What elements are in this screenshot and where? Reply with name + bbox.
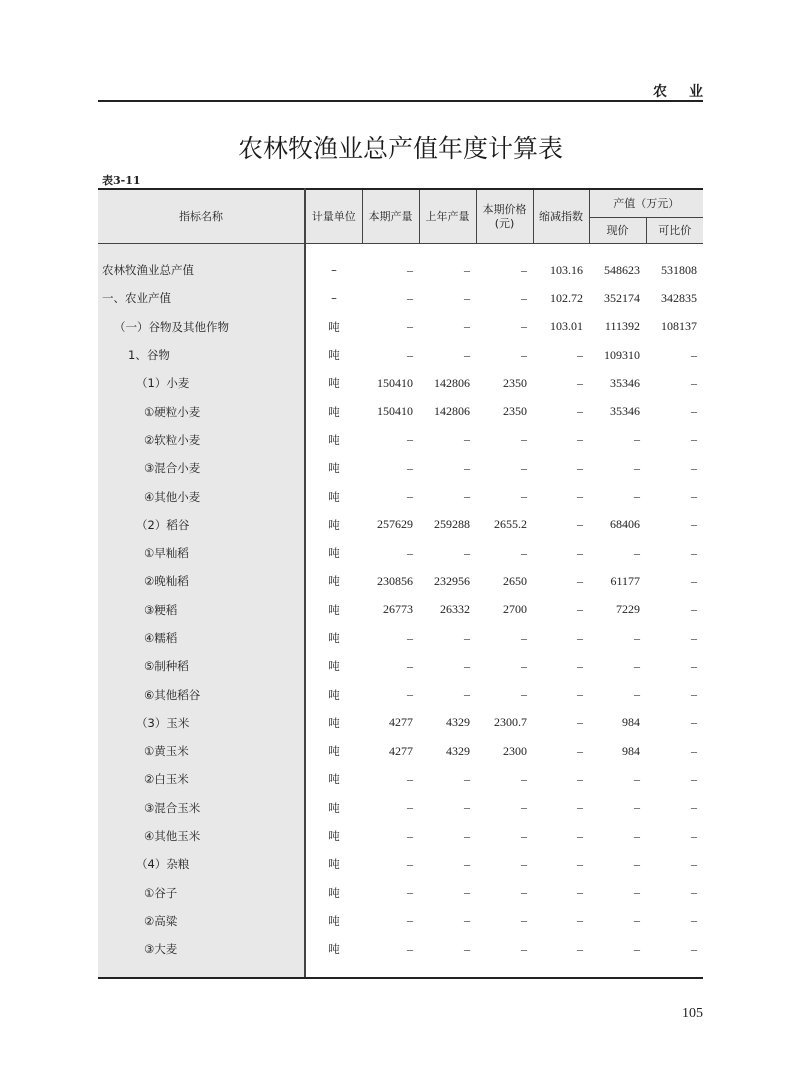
cell-deflator: – [577, 404, 583, 419]
cell-price: – [521, 941, 527, 956]
cell-cur: 4277 [389, 715, 413, 730]
cell-deflator: – [577, 941, 583, 956]
cell-last: – [464, 771, 470, 786]
header-name: 指标名称 [98, 189, 305, 244]
row-name: ③大麦 [98, 935, 305, 963]
cell-cur-price: 68406 [610, 517, 640, 532]
table-row [98, 284, 703, 312]
cell-cur: 230856 [377, 573, 413, 588]
cell-price: – [521, 262, 527, 277]
cell-price: – [521, 687, 527, 702]
cell-price: – [521, 432, 527, 447]
cell-price: – [521, 885, 527, 900]
cell-last: 259288 [434, 517, 470, 532]
table-number: 表3-11 [102, 174, 141, 187]
cell-cur-price: – [634, 828, 640, 843]
cell-cur: 257629 [377, 517, 413, 532]
cell-unit: – [331, 291, 337, 306]
cell-deflator: – [577, 573, 583, 588]
cell-unit: 吨 [328, 348, 340, 363]
row-name: ③粳稻 [98, 596, 305, 624]
cell-last: – [464, 913, 470, 928]
cell-cur-price: 548623 [604, 262, 640, 277]
cell-price: – [521, 545, 527, 560]
row-name: ①黄玉米 [98, 737, 305, 765]
cell-last: 4329 [446, 743, 470, 758]
cell-comp-price: – [691, 573, 697, 588]
cell-unit: 吨 [328, 404, 340, 419]
cell-last: – [464, 941, 470, 956]
cell-comp-price: – [691, 715, 697, 730]
cell-comp-price: 531808 [661, 262, 697, 277]
cell-unit: 吨 [328, 913, 340, 928]
cell-deflator: 103.16 [550, 262, 583, 277]
cell-deflator: 103.01 [550, 319, 583, 334]
cell-comp-price: – [691, 658, 697, 673]
cell-comp-price: 342835 [661, 290, 697, 305]
cell-comp-price: – [691, 630, 697, 645]
cell-price: – [521, 658, 527, 673]
cell-cur-price: – [634, 460, 640, 475]
header-price [476, 189, 533, 244]
header-comparable-price: 可比价 [646, 218, 703, 244]
cell-unit: 吨 [328, 715, 340, 730]
cell-last: – [464, 885, 470, 900]
cell-cur: – [407, 460, 413, 475]
header-last-year-output: 上年产量 [419, 189, 476, 244]
cell-cur: – [407, 262, 413, 277]
cell-price: – [521, 913, 527, 928]
cell-deflator: – [577, 658, 583, 673]
cell-cur: – [407, 630, 413, 645]
cell-unit: 吨 [328, 829, 340, 844]
cell-cur-price: 984 [622, 743, 640, 758]
cell-cur: – [407, 885, 413, 900]
cell-cur: – [407, 856, 413, 871]
cell-cur-price: 61177 [610, 573, 640, 588]
cell-last: – [464, 658, 470, 673]
cell-cur-price: – [634, 856, 640, 871]
cell-comp-price: – [691, 460, 697, 475]
table-container [98, 188, 703, 979]
row-name: 一、农业产值 [98, 284, 305, 312]
cell-price: – [521, 828, 527, 843]
cell-deflator: – [577, 460, 583, 475]
cell-cur-price: – [634, 545, 640, 560]
cell-unit: 吨 [328, 659, 340, 674]
cell-deflator: – [577, 602, 583, 617]
cell-deflator: – [577, 687, 583, 702]
cell-cur-price: 984 [622, 715, 640, 730]
row-name: （1）小麦 [98, 369, 305, 397]
cell-cur-price: – [634, 885, 640, 900]
cell-last: – [464, 545, 470, 560]
cell-cur: 4277 [389, 743, 413, 758]
cell-unit: 吨 [328, 942, 340, 957]
cell-last: 142806 [434, 375, 470, 390]
cell-unit: – [331, 263, 337, 278]
header-price-line1: 本期价格 [482, 202, 527, 216]
cell-comp-price: – [691, 545, 697, 560]
spacer-row [98, 244, 703, 257]
cell-cur-price: 111392 [604, 319, 640, 334]
cell-deflator: – [577, 856, 583, 871]
cell-unit: 吨 [328, 376, 340, 391]
row-name: ④其他小麦 [98, 482, 305, 510]
cell-cur: – [407, 687, 413, 702]
cell-comp-price: – [691, 800, 697, 815]
cell-last: – [464, 290, 470, 305]
cell-unit: 吨 [328, 432, 340, 447]
cell-cur-price: 35346 [610, 404, 640, 419]
row-name: ④其他玉米 [98, 822, 305, 850]
cell-last: 4329 [446, 715, 470, 730]
header-deflator: 缩减指数 [533, 189, 589, 244]
table-row [98, 680, 703, 708]
cell-last: – [464, 262, 470, 277]
cell-comp-price: – [691, 771, 697, 786]
cell-unit: 吨 [328, 800, 340, 815]
table-row [98, 765, 703, 793]
cell-deflator: – [577, 800, 583, 815]
table-row [98, 426, 703, 454]
cell-cur-price: 7229 [616, 602, 640, 617]
cell-price: – [521, 800, 527, 815]
row-name: ①硬粒小麦 [98, 397, 305, 425]
cell-last: – [464, 856, 470, 871]
cell-deflator: – [577, 828, 583, 843]
cell-unit: 吨 [328, 885, 340, 900]
table-row [98, 539, 703, 567]
cell-last: – [464, 347, 470, 362]
cell-cur-price: – [634, 489, 640, 504]
cell-deflator: – [577, 771, 583, 786]
cell-cur: – [407, 319, 413, 334]
cell-last: 232956 [434, 573, 470, 588]
row-name: ①谷子 [98, 879, 305, 907]
cell-comp-price: – [691, 856, 697, 871]
cell-comp-price: – [691, 885, 697, 900]
cell-deflator: – [577, 630, 583, 645]
table-row [98, 369, 703, 397]
cell-comp-price: – [691, 517, 697, 532]
row-name: 农林牧渔业总产值 [98, 256, 305, 284]
row-name: ⑥其他稻谷 [98, 680, 305, 708]
cell-cur: – [407, 771, 413, 786]
cell-cur: – [407, 489, 413, 504]
cell-price: 2300 [503, 743, 527, 758]
cell-last: 26332 [440, 602, 470, 617]
row-name: 1、谷物 [98, 341, 305, 369]
table-row [98, 341, 703, 369]
table-row [98, 256, 703, 284]
table-row [98, 397, 703, 425]
cell-cur: 26773 [383, 602, 413, 617]
row-name: ②白玉米 [98, 765, 305, 793]
row-name: ④糯稻 [98, 624, 305, 652]
table-row [98, 482, 703, 510]
cell-cur-price: 35346 [610, 375, 640, 390]
cell-comp-price: – [691, 743, 697, 758]
cell-cur: – [407, 432, 413, 447]
header-price-line2: (元) [494, 216, 515, 230]
cell-price: 2350 [503, 404, 527, 419]
cell-comp-price: 108137 [661, 319, 697, 334]
cell-cur: 150410 [377, 404, 413, 419]
cell-unit: 吨 [328, 546, 340, 561]
cell-cur-price: – [634, 687, 640, 702]
row-name: ②晚籼稻 [98, 567, 305, 595]
table-row [98, 624, 703, 652]
cell-unit: 吨 [328, 517, 340, 532]
cell-price: 2655.2 [494, 517, 527, 532]
cell-last: – [464, 489, 470, 504]
table-row [98, 935, 703, 963]
table-row [98, 596, 703, 624]
cell-comp-price: – [691, 941, 697, 956]
cell-last: – [464, 432, 470, 447]
output-value-table [98, 188, 703, 979]
cell-deflator: – [577, 432, 583, 447]
cell-comp-price: – [691, 432, 697, 447]
cell-comp-price: – [691, 828, 697, 843]
cell-deflator: – [577, 517, 583, 532]
cell-deflator: 102.72 [550, 290, 583, 305]
table-row [98, 567, 703, 595]
header-current-price: 现价 [589, 218, 646, 244]
cell-cur: – [407, 347, 413, 362]
cell-price: – [521, 319, 527, 334]
cell-unit: 吨 [328, 631, 340, 645]
cell-price: 2650 [503, 573, 527, 588]
cell-last: – [464, 828, 470, 843]
row-name: （2）稻谷 [98, 511, 305, 539]
cell-deflator: – [577, 375, 583, 390]
cell-cur-price: – [634, 771, 640, 786]
cell-comp-price: – [691, 602, 697, 617]
cell-unit: 吨 [328, 574, 340, 589]
page-number: 105 [682, 1006, 703, 1021]
cell-comp-price: – [691, 687, 697, 702]
row-name: ③混合小麦 [98, 454, 305, 482]
cell-deflator: – [577, 347, 583, 362]
table-row [98, 313, 703, 341]
cell-comp-price: – [691, 347, 697, 362]
header-unit: 计量单位 [305, 189, 362, 244]
cell-cur-price: 109310 [604, 347, 640, 362]
row-name: （一）谷物及其他作物 [98, 313, 305, 341]
row-name: （3）玉米 [98, 709, 305, 737]
cell-unit: 吨 [328, 319, 340, 334]
cell-unit: 吨 [328, 489, 340, 504]
row-name: ②软粒小麦 [98, 426, 305, 454]
cell-cur-price: – [634, 913, 640, 928]
cell-last: – [464, 687, 470, 702]
section-header-text: 农业 [653, 84, 725, 100]
cell-price: – [521, 630, 527, 645]
cell-price: – [521, 460, 527, 475]
cell-unit: 吨 [328, 772, 340, 787]
cell-deflator: – [577, 913, 583, 928]
cell-cur: – [407, 828, 413, 843]
header-output-value: 产值（万元） [589, 189, 703, 218]
table-row [98, 907, 703, 935]
cell-unit: 吨 [328, 857, 340, 872]
cell-price: – [521, 290, 527, 305]
row-name: ⑤制种稻 [98, 652, 305, 680]
cell-last: 142806 [434, 404, 470, 419]
table-row [98, 794, 703, 822]
cell-cur: 150410 [377, 375, 413, 390]
cell-deflator: – [577, 743, 583, 758]
cell-unit: 吨 [328, 744, 340, 759]
cell-comp-price: – [691, 375, 697, 390]
table-row [98, 737, 703, 765]
cell-last: – [464, 630, 470, 645]
row-name: ③混合玉米 [98, 794, 305, 822]
table-row [98, 652, 703, 680]
header-rule [98, 100, 703, 102]
cell-last: – [464, 800, 470, 815]
cell-cur: – [407, 800, 413, 815]
cell-last: – [464, 460, 470, 475]
cell-price: 2700 [503, 602, 527, 617]
cell-comp-price: – [691, 913, 697, 928]
cell-cur: – [407, 658, 413, 673]
cell-cur: – [407, 941, 413, 956]
row-name: ①早籼稻 [98, 539, 305, 567]
table-row [98, 709, 703, 737]
cell-price: – [521, 771, 527, 786]
cell-deflator: – [577, 489, 583, 504]
cell-unit: 吨 [328, 687, 340, 702]
cell-cur-price: – [634, 658, 640, 673]
table-row [98, 454, 703, 482]
cell-cur-price: – [634, 432, 640, 447]
table-row [98, 822, 703, 850]
cell-deflator: – [577, 885, 583, 900]
section-header [98, 84, 725, 100]
header-current-output: 本期产量 [362, 189, 419, 244]
cell-unit: 吨 [328, 602, 340, 617]
cell-deflator: – [577, 545, 583, 560]
cell-price: 2350 [503, 375, 527, 390]
cell-cur-price: – [634, 941, 640, 956]
tail-row [98, 963, 703, 978]
table-row [98, 511, 703, 539]
cell-cur-price: 352174 [604, 290, 640, 305]
cell-cur: – [407, 290, 413, 305]
cell-cur-price: – [634, 800, 640, 815]
row-name: ②高粱 [98, 907, 305, 935]
cell-unit: 吨 [328, 461, 340, 476]
cell-cur: – [407, 545, 413, 560]
row-name: （4）杂粮 [98, 850, 305, 878]
cell-price: – [521, 856, 527, 871]
cell-price: – [521, 489, 527, 504]
cell-comp-price: – [691, 489, 697, 504]
cell-comp-price: – [691, 404, 697, 419]
cell-price: – [521, 347, 527, 362]
cell-cur-price: – [634, 630, 640, 645]
table-body [98, 244, 703, 979]
cell-deflator: – [577, 715, 583, 730]
cell-last: – [464, 319, 470, 334]
cell-cur: – [407, 913, 413, 928]
page-title: 农林牧渔业总产值年度计算表 [237, 134, 563, 163]
cell-price: 2300.7 [494, 715, 527, 730]
table-row [98, 850, 703, 878]
table-row [98, 879, 703, 907]
